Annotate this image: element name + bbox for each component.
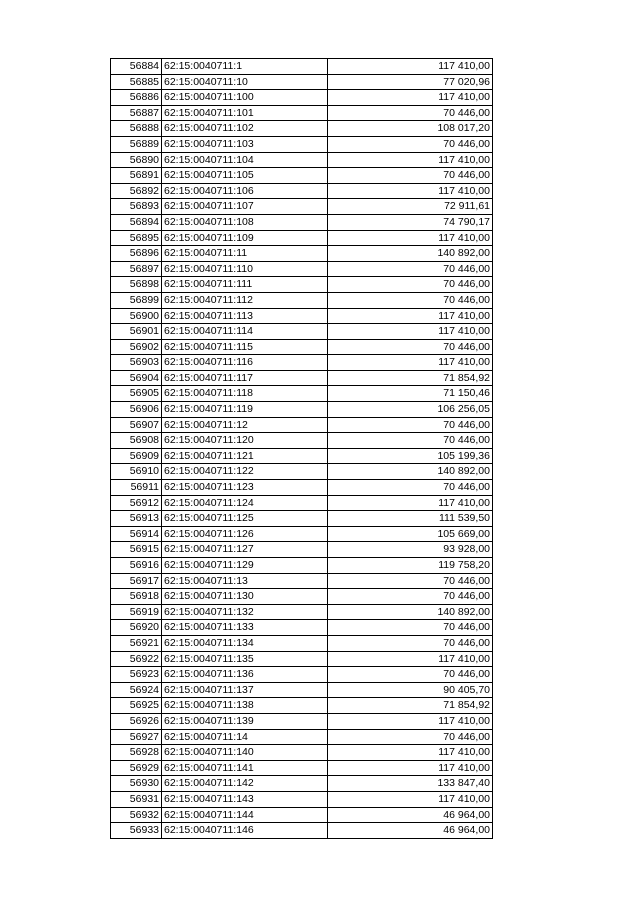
row-number-cell: 56889 [111,136,162,152]
table-row [111,261,493,277]
value-cell: 117 410,00 [328,90,493,106]
cadastral-number-cell: 62:15:0040711:109 [162,230,328,246]
table-row [111,339,493,355]
table-row [111,573,493,589]
value-cell: 70 446,00 [328,292,493,308]
cadastral-number-cell: 62:15:0040711:126 [162,526,328,542]
row-number-cell: 56928 [111,745,162,761]
table-row [111,152,493,168]
value-cell: 117 410,00 [328,760,493,776]
table-row [111,713,493,729]
table-row [111,526,493,542]
row-number-cell: 56895 [111,230,162,246]
value-cell: 117 410,00 [328,183,493,199]
value-cell: 70 446,00 [328,136,493,152]
row-number-cell: 56905 [111,386,162,402]
row-number-cell: 56912 [111,495,162,511]
table-row [111,183,493,199]
value-cell: 70 446,00 [328,589,493,605]
cadastral-number-cell: 62:15:0040711:143 [162,791,328,807]
value-cell: 74 790,17 [328,214,493,230]
value-cell: 117 410,00 [328,651,493,667]
row-number-cell: 56921 [111,635,162,651]
table-row [111,355,493,371]
table-row [111,230,493,246]
cadastral-number-cell: 62:15:0040711:116 [162,355,328,371]
cadastral-number-cell: 62:15:0040711:113 [162,308,328,324]
value-cell: 105 199,36 [328,448,493,464]
table-row [111,495,493,511]
table-row [111,105,493,121]
row-number-cell: 56923 [111,667,162,683]
row-number-cell: 56906 [111,402,162,418]
value-cell: 108 017,20 [328,121,493,137]
value-cell: 70 446,00 [328,573,493,589]
table-row [111,292,493,308]
cadastral-number-cell: 62:15:0040711:129 [162,558,328,574]
row-number-cell: 56924 [111,682,162,698]
value-cell: 117 410,00 [328,308,493,324]
table-row [111,464,493,480]
value-cell: 117 410,00 [328,324,493,340]
row-number-cell: 56908 [111,433,162,449]
cadastral-number-cell: 62:15:0040711:112 [162,292,328,308]
row-number-cell: 56929 [111,760,162,776]
cadastral-number-cell: 62:15:0040711:134 [162,635,328,651]
cadastral-number-cell: 62:15:0040711:13 [162,573,328,589]
value-cell: 106 256,05 [328,402,493,418]
table-row [111,433,493,449]
value-cell: 70 446,00 [328,667,493,683]
value-cell: 70 446,00 [328,729,493,745]
table-row [111,402,493,418]
cadastral-number-cell: 62:15:0040711:100 [162,90,328,106]
value-cell: 70 446,00 [328,433,493,449]
table-row [111,386,493,402]
value-cell: 117 410,00 [328,152,493,168]
table-row [111,760,493,776]
row-number-cell: 56900 [111,308,162,324]
row-number-cell: 56893 [111,199,162,215]
table-row [111,448,493,464]
table-row [111,324,493,340]
cadastral-number-cell: 62:15:0040711:123 [162,480,328,496]
table-row [111,667,493,683]
value-cell: 70 446,00 [328,620,493,636]
value-cell: 93 928,00 [328,542,493,558]
table-row [111,635,493,651]
value-cell: 70 446,00 [328,339,493,355]
row-number-cell: 56890 [111,152,162,168]
value-cell: 71 854,92 [328,698,493,714]
row-number-cell: 56911 [111,480,162,496]
row-number-cell: 56894 [111,214,162,230]
data-table [110,58,493,839]
cadastral-number-cell: 62:15:0040711:103 [162,136,328,152]
cadastral-number-cell: 62:15:0040711:132 [162,604,328,620]
row-number-cell: 56927 [111,729,162,745]
table-row [111,308,493,324]
value-cell: 133 847,40 [328,776,493,792]
row-number-cell: 56904 [111,370,162,386]
cadastral-number-cell: 62:15:0040711:101 [162,105,328,121]
table-row [111,370,493,386]
cadastral-number-cell: 62:15:0040711:127 [162,542,328,558]
cadastral-number-cell: 62:15:0040711:12 [162,417,328,433]
row-number-cell: 56933 [111,823,162,839]
table-row [111,651,493,667]
table-row [111,698,493,714]
value-cell: 70 446,00 [328,480,493,496]
cadastral-number-cell: 62:15:0040711:124 [162,495,328,511]
row-number-cell: 56915 [111,542,162,558]
table-row [111,199,493,215]
cadastral-number-cell: 62:15:0040711:117 [162,370,328,386]
value-cell: 70 446,00 [328,261,493,277]
row-number-cell: 56891 [111,168,162,184]
table-row [111,729,493,745]
value-cell: 140 892,00 [328,604,493,620]
cadastral-number-cell: 62:15:0040711:102 [162,121,328,137]
row-number-cell: 56888 [111,121,162,137]
cadastral-number-cell: 62:15:0040711:138 [162,698,328,714]
table-row [111,59,493,75]
cadastral-number-cell: 62:15:0040711:14 [162,729,328,745]
cadastral-number-cell: 62:15:0040711:104 [162,152,328,168]
row-number-cell: 56902 [111,339,162,355]
row-number-cell: 56885 [111,74,162,90]
cadastral-number-cell: 62:15:0040711:135 [162,651,328,667]
table-row [111,558,493,574]
row-number-cell: 56918 [111,589,162,605]
row-number-cell: 56926 [111,713,162,729]
cadastral-number-cell: 62:15:0040711:107 [162,199,328,215]
row-number-cell: 56922 [111,651,162,667]
cadastral-number-cell: 62:15:0040711:120 [162,433,328,449]
table-row [111,136,493,152]
value-cell: 140 892,00 [328,464,493,480]
row-number-cell: 56919 [111,604,162,620]
table-row [111,823,493,839]
row-number-cell: 56907 [111,417,162,433]
table-row [111,807,493,823]
cadastral-number-cell: 62:15:0040711:119 [162,402,328,418]
value-cell: 71 854,92 [328,370,493,386]
row-number-cell: 56903 [111,355,162,371]
cadastral-number-cell: 62:15:0040711:110 [162,261,328,277]
row-number-cell: 56886 [111,90,162,106]
row-number-cell: 56887 [111,105,162,121]
cadastral-number-cell: 62:15:0040711:114 [162,324,328,340]
row-number-cell: 56884 [111,59,162,75]
value-cell: 90 405,70 [328,682,493,698]
row-number-cell: 56916 [111,558,162,574]
row-number-cell: 56917 [111,573,162,589]
cadastral-number-cell: 62:15:0040711:122 [162,464,328,480]
row-number-cell: 56932 [111,807,162,823]
row-number-cell: 56920 [111,620,162,636]
row-number-cell: 56901 [111,324,162,340]
table-row [111,417,493,433]
cadastral-number-cell: 62:15:0040711:118 [162,386,328,402]
row-number-cell: 56909 [111,448,162,464]
row-number-cell: 56930 [111,776,162,792]
row-number-cell: 56892 [111,183,162,199]
value-cell: 70 446,00 [328,417,493,433]
table-row [111,589,493,605]
value-cell: 70 446,00 [328,635,493,651]
cadastral-number-cell: 62:15:0040711:105 [162,168,328,184]
value-cell: 70 446,00 [328,168,493,184]
cadastral-number-cell: 62:15:0040711:10 [162,74,328,90]
table-row [111,246,493,262]
row-number-cell: 56914 [111,526,162,542]
table-row [111,511,493,527]
value-cell: 140 892,00 [328,246,493,262]
row-number-cell: 56898 [111,277,162,293]
cadastral-number-cell: 62:15:0040711:141 [162,760,328,776]
cadastral-number-cell: 62:15:0040711:137 [162,682,328,698]
table-row [111,168,493,184]
value-cell: 71 150,46 [328,386,493,402]
cadastral-number-cell: 62:15:0040711:136 [162,667,328,683]
table-row [111,214,493,230]
row-number-cell: 56899 [111,292,162,308]
value-cell: 46 964,00 [328,807,493,823]
cadastral-number-cell: 62:15:0040711:106 [162,183,328,199]
value-cell: 117 410,00 [328,59,493,75]
row-number-cell: 56925 [111,698,162,714]
table-row [111,620,493,636]
table-row [111,74,493,90]
cadastral-number-cell: 62:15:0040711:142 [162,776,328,792]
value-cell: 117 410,00 [328,713,493,729]
table-row [111,682,493,698]
table-row [111,277,493,293]
row-number-cell: 56931 [111,791,162,807]
cadastral-number-cell: 62:15:0040711:111 [162,277,328,293]
table-row [111,480,493,496]
cadastral-number-cell: 62:15:0040711:139 [162,713,328,729]
table-body [111,59,493,839]
value-cell: 119 758,20 [328,558,493,574]
cadastral-number-cell: 62:15:0040711:108 [162,214,328,230]
value-cell: 77 020,96 [328,74,493,90]
cadastral-number-cell: 62:15:0040711:121 [162,448,328,464]
row-number-cell: 56913 [111,511,162,527]
cadastral-number-cell: 62:15:0040711:133 [162,620,328,636]
table-row [111,90,493,106]
row-number-cell: 56896 [111,246,162,262]
cadastral-number-cell: 62:15:0040711:115 [162,339,328,355]
cadastral-number-cell: 62:15:0040711:1 [162,59,328,75]
cadastral-number-cell: 62:15:0040711:11 [162,246,328,262]
table-row [111,542,493,558]
value-cell: 105 669,00 [328,526,493,542]
value-cell: 117 410,00 [328,495,493,511]
value-cell: 117 410,00 [328,355,493,371]
value-cell: 72 911,61 [328,199,493,215]
value-cell: 117 410,00 [328,745,493,761]
cadastral-number-cell: 62:15:0040711:140 [162,745,328,761]
value-cell: 70 446,00 [328,105,493,121]
cadastral-number-cell: 62:15:0040711:125 [162,511,328,527]
cadastral-number-cell: 62:15:0040711:144 [162,807,328,823]
row-number-cell: 56897 [111,261,162,277]
table-row [111,791,493,807]
value-cell: 117 410,00 [328,791,493,807]
value-cell: 70 446,00 [328,277,493,293]
cadastral-number-cell: 62:15:0040711:130 [162,589,328,605]
value-cell: 111 539,50 [328,511,493,527]
table-row [111,776,493,792]
table-row [111,604,493,620]
cadastral-number-cell: 62:15:0040711:146 [162,823,328,839]
value-cell: 46 964,00 [328,823,493,839]
table-row [111,745,493,761]
table-row [111,121,493,137]
row-number-cell: 56910 [111,464,162,480]
value-cell: 117 410,00 [328,230,493,246]
